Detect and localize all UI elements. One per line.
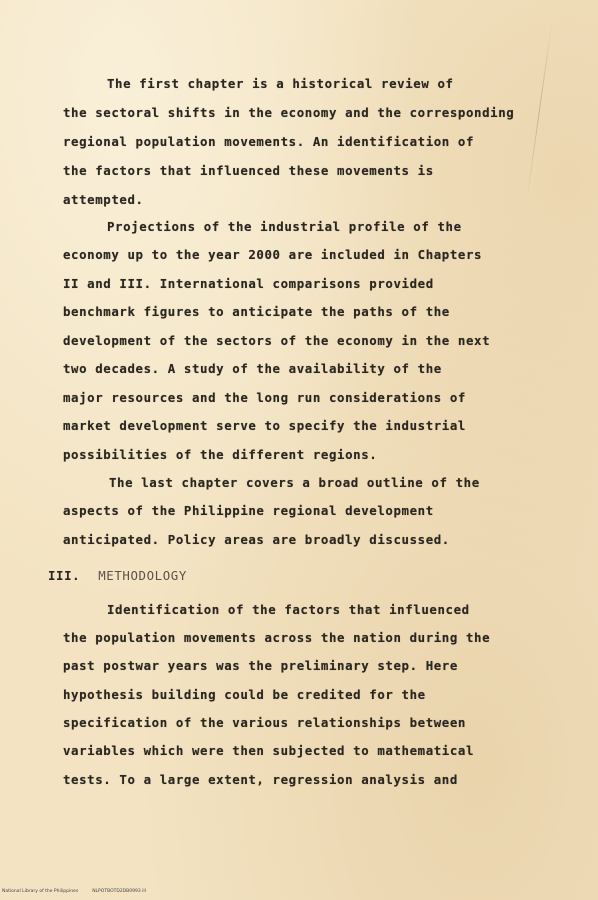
text-line: hypothesis building could be credited for the xyxy=(63,687,426,702)
text-line: specification of the various relationships between xyxy=(63,715,466,730)
section-heading-methodology xyxy=(48,568,187,584)
text-line: II and III. International comparisons provided xyxy=(63,276,434,291)
footer-library: National Library of the Philippines xyxy=(2,889,79,894)
text-line: the factors that influenced these movements is xyxy=(63,163,434,178)
text-line: economy up to the year 2000 are included in Chapters xyxy=(63,247,483,262)
text-line: anticipated. Policy areas are broadly discussed. xyxy=(63,532,450,547)
scan-footer xyxy=(2,889,146,894)
text-line: The first chapter is a historical review of xyxy=(107,76,454,91)
text-line: development of the sectors of the economy in the next xyxy=(63,333,491,348)
text-line: variables which were then subjected to mathematical xyxy=(63,743,475,758)
text-line: regional population movements. An identification of xyxy=(63,134,475,149)
text-line: market development serve to specify the industrial xyxy=(63,418,466,433)
section-title: METHODOLOGY xyxy=(98,568,187,583)
paper-crease xyxy=(526,21,552,199)
section-number: III. xyxy=(48,568,81,583)
text-line: attempted. xyxy=(63,192,144,207)
text-line: Projections of the industrial profile of the xyxy=(107,219,462,234)
text-line: the sectoral shifts in the economy and the corresponding xyxy=(63,105,515,120)
text-line: Identification of the factors that influenced xyxy=(107,602,470,617)
text-line: benchmark figures to anticipate the paths of the xyxy=(63,304,450,319)
text-line: tests. To a large extent, regression analysis and xyxy=(63,772,458,787)
text-line: the population movements across the nation during the xyxy=(63,630,491,645)
text-line: aspects of the Philippine regional development xyxy=(63,503,434,518)
footer-code: NLPOTBOTD2DB0993 ill xyxy=(92,889,146,894)
text-line: two decades. A study of the availability of the xyxy=(63,361,442,376)
text-line: major resources and the long run considerations of xyxy=(63,390,466,405)
text-line: past postwar years was the preliminary step. Here xyxy=(63,658,458,673)
text-line: The last chapter covers a broad outline of the xyxy=(109,475,480,490)
text-line: possibilities of the different regions. xyxy=(63,447,378,462)
